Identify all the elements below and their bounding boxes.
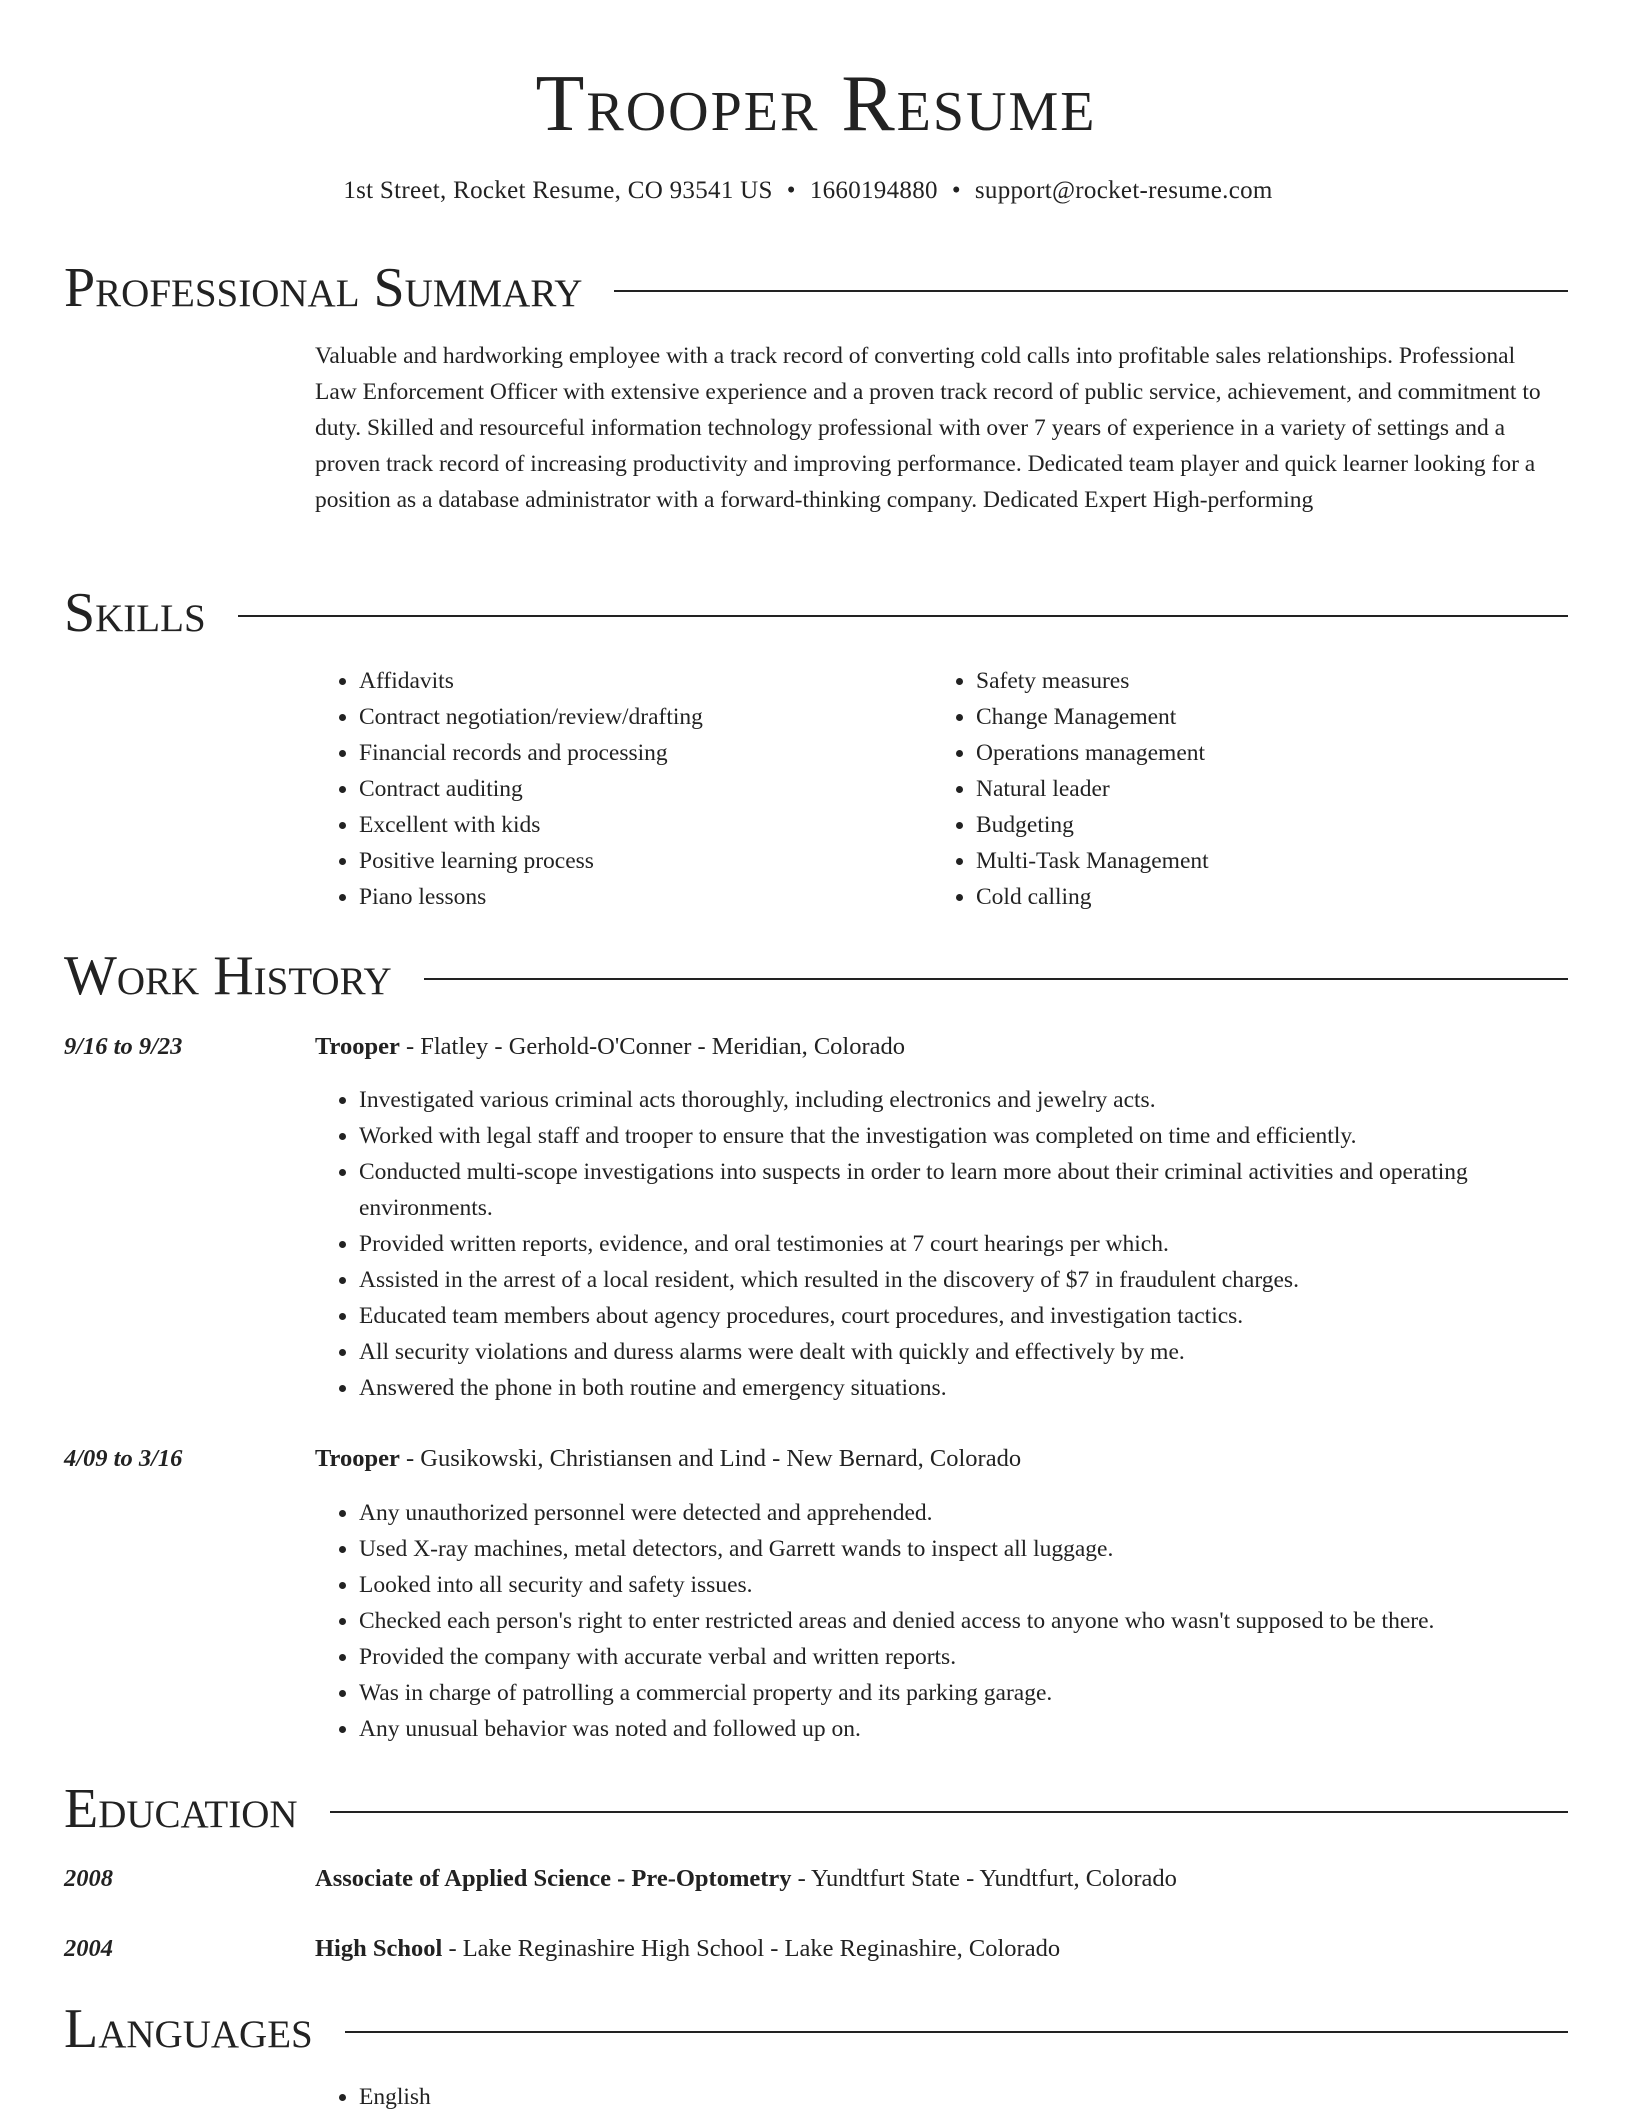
section-divider: [424, 978, 1568, 980]
skill-item: • Positive learning process: [359, 843, 875, 879]
job-dates: 9/16 to 9/23: [64, 1033, 183, 1060]
school: - Lake Reginashire High School - Lake Reginashire, Colorado: [442, 1935, 1061, 1962]
section-divider: [614, 290, 1568, 292]
education-heading: Education: [64, 1778, 298, 1840]
duty-item: • All security violations and duress alarms were dealt with quickly and effectively by me.: [359, 1334, 1560, 1370]
languages-heading: Languages: [64, 1998, 313, 2060]
duty-item: • Answered the phone in both routine and emergency situations.: [359, 1370, 1560, 1406]
section-divider: [345, 2031, 1568, 2033]
job-duties: [315, 1495, 1560, 1747]
education-year: 2008: [64, 1865, 113, 1892]
job-title: Trooper: [315, 1445, 400, 1472]
skill-item: • Safety measures: [976, 663, 1492, 699]
skill-item: • Excellent with kids: [359, 807, 875, 843]
degree: Associate of Applied Science - Pre-Optometry: [315, 1865, 792, 1892]
skills-column-right: [932, 663, 1492, 915]
duty-item: • Educated team members about agency procedures, court procedures, and investigation tactics.: [359, 1298, 1560, 1334]
summary-section-header: [64, 252, 1568, 324]
job-employer: - Flatley - Gerhold-O'Conner - Meridian, Colorado: [399, 1033, 906, 1060]
job-duties: [315, 1082, 1560, 1406]
section-divider: [238, 615, 1568, 617]
language-item: • English: [359, 2079, 1560, 2115]
job-dates: 4/09 to 3/16: [64, 1445, 183, 1472]
summary-heading: Professional Summary: [64, 257, 583, 319]
skill-item: • Cold calling: [976, 879, 1492, 915]
contact-line: [0, 174, 1616, 208]
work-section-header: [64, 940, 1568, 1012]
skill-item: • Natural leader: [976, 771, 1492, 807]
school: - Yundtfurt State - Yundtfurt, Colorado: [791, 1865, 1177, 1892]
job-title-line: [315, 1442, 1021, 1476]
skill-item: • Financial records and processing: [359, 735, 875, 771]
languages-list: [315, 2079, 1560, 2115]
duty-item: • Any unauthorized personnel were detected and apprehended.: [359, 1495, 1560, 1531]
education-section-header: [64, 1773, 1568, 1845]
skills-heading: Skills: [64, 582, 206, 644]
degree: High School: [315, 1935, 443, 1962]
duty-item: • Provided written reports, evidence, and oral testimonies at 7 court hearings per which.: [359, 1226, 1560, 1262]
email: support@rocket-resume.com: [974, 177, 1273, 204]
education-entry: [315, 1932, 1060, 1966]
skill-item: • Affidavits: [359, 663, 875, 699]
duty-item: • Assisted in the arrest of a local resident, which resulted in the discovery of $7 in fraudulent charges.: [359, 1262, 1560, 1298]
duty-item: • Conducted multi-scope investigations into suspects in order to learn more about their criminal activities and operating environments.: [359, 1154, 1560, 1226]
job-title-line: [315, 1030, 905, 1064]
section-divider: [330, 1811, 1568, 1813]
summary-text: Valuable and hardworking employee with a track record of converting cold calls into profitable sales relationships. Professional Law Enforcement Officer with extensive experience and a proven track record of public service, achievement, and commitment to duty. Skilled and resourceful information technology professional with over 7 years of experience in a variety of settings and a proven track record of increasing productivity and improving performance. Dedicated team player and quick learner looking for a position as a database administrator with a forward-thinking company. Dedicated Expert High-performing: [315, 343, 1541, 513]
duty-item: • Looked into all security and safety issues.: [359, 1567, 1560, 1603]
education-entry: [315, 1862, 1177, 1896]
address: 1st Street, Rocket Resume, CO 93541 US: [343, 177, 773, 204]
skill-item: • Change Management: [976, 699, 1492, 735]
skill-item: • Piano lessons: [359, 879, 875, 915]
phone: 1660194880: [809, 177, 938, 204]
duty-item: • Provided the company with accurate verbal and written reports.: [359, 1639, 1560, 1675]
contact-separator: •: [786, 177, 796, 204]
skills-section-header: [64, 577, 1568, 649]
work-heading: Work History: [64, 945, 392, 1007]
duty-item: • Worked with legal staff and trooper to ensure that the investigation was completed on time and efficiently.: [359, 1118, 1560, 1154]
duty-item: • Was in charge of patrolling a commercial property and its parking garage.: [359, 1675, 1560, 1711]
contact-separator: •: [951, 177, 961, 204]
skill-item: • Budgeting: [976, 807, 1492, 843]
skill-item: • Operations management: [976, 735, 1492, 771]
job-employer: - Gusikowski, Christiansen and Lind - New Bernard, Colorado: [399, 1445, 1022, 1472]
skill-item: • Contract auditing: [359, 771, 875, 807]
job-title: Trooper: [315, 1033, 400, 1060]
skill-item: • Contract negotiation/review/drafting: [359, 699, 875, 735]
skill-item: • Multi-Task Management: [976, 843, 1492, 879]
duty-item: • Checked each person's right to enter restricted areas and denied access to anyone who wasn't supposed to be there.: [359, 1603, 1560, 1639]
duty-item: • Investigated various criminal acts thoroughly, including electronics and jewelry acts.: [359, 1082, 1560, 1118]
languages-section-header: [64, 1993, 1568, 2065]
resume-name: Trooper Resume: [535, 60, 1097, 148]
skills-column-left: [315, 663, 875, 915]
duty-item: • Used X-ray machines, metal detectors, and Garrett wands to inspect all luggage.: [359, 1531, 1560, 1567]
education-year: 2004: [64, 1935, 113, 1962]
duty-item: • Any unusual behavior was noted and followed up on.: [359, 1711, 1560, 1747]
